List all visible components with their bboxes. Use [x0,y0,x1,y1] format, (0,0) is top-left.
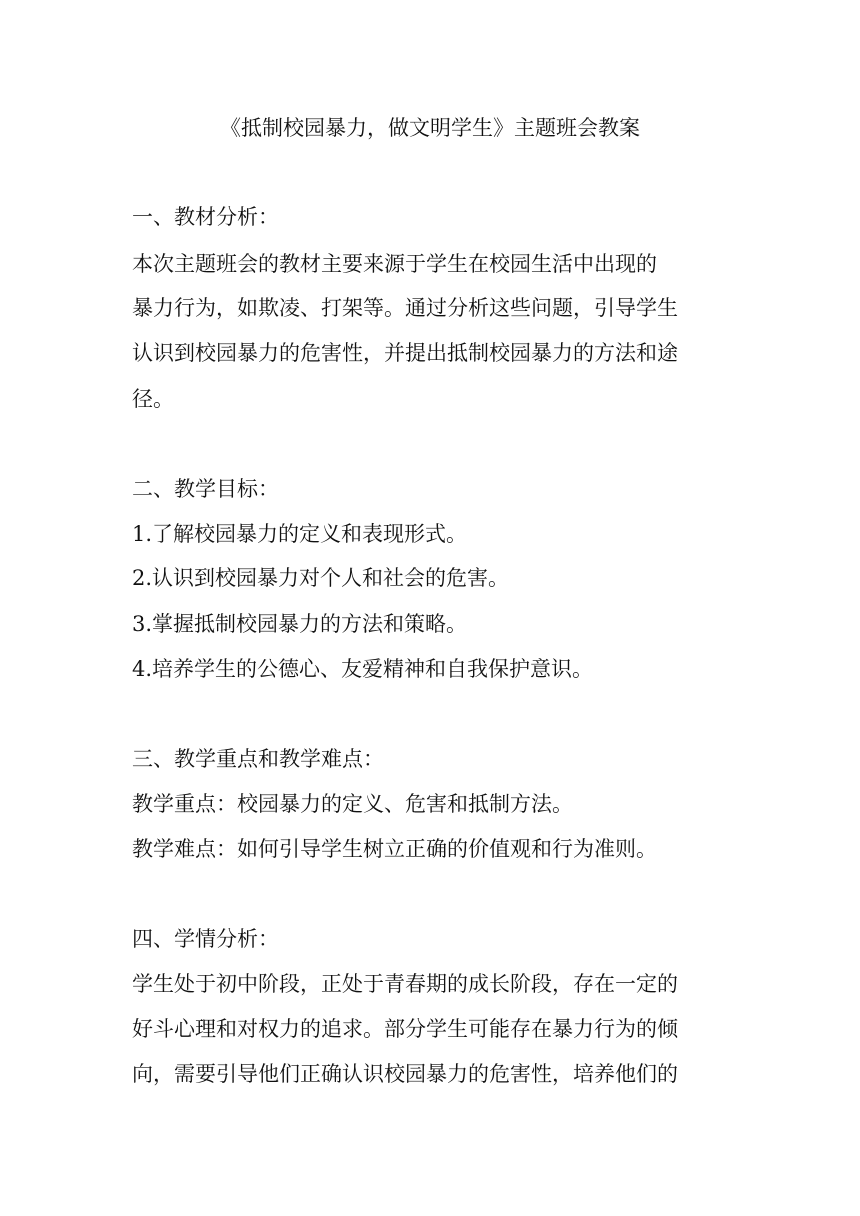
section-heading-student-analysis: 四、学情分析： [132,927,279,951]
paragraph-line: 径。 [132,387,174,411]
paragraph-line: 认识到校园暴力的危害性，并提出抵制校园暴力的方法和途 [132,341,678,365]
paragraph-line: 好斗心理和对权力的追求。部分学生可能存在暴力行为的倾 [132,1017,678,1041]
section-heading-textbook-analysis: 一、教材分析： [132,205,279,229]
paragraph-line: 学生处于初中阶段，正处于青春期的成长阶段，存在一定的 [132,972,678,996]
paragraph-line: 教学难点：如何引导学生树立正确的价值观和行为准则。 [132,837,657,861]
document-title: 《抵制校园暴力，做文明学生》主题班会教案 [220,116,640,140]
goal-item: 2.认识到校园暴力对个人和社会的危害。 [132,566,510,590]
section-heading-teaching-goals: 二、教学目标： [132,477,279,501]
goal-item: 1.了解校园暴力的定义和表现形式。 [132,522,468,546]
paragraph-line: 本次主题班会的教材主要来源于学生在校园生活中出现的 [132,252,657,276]
goal-item: 4.培养学生的公德心、友爱精神和自我保护意识。 [132,657,594,681]
paragraph-line: 暴力行为，如欺凌、打架等。通过分析这些问题，引导学生 [132,296,678,320]
paragraph-line: 教学重点：校园暴力的定义、危害和抵制方法。 [132,792,573,816]
paragraph-line: 向，需要引导他们正确认识校园暴力的危害性，培养他们的 [132,1062,678,1086]
section-heading-key-points: 三、教学重点和教学难点： [132,747,384,771]
goal-item: 3.掌握抵制校园暴力的方法和策略。 [132,612,468,636]
